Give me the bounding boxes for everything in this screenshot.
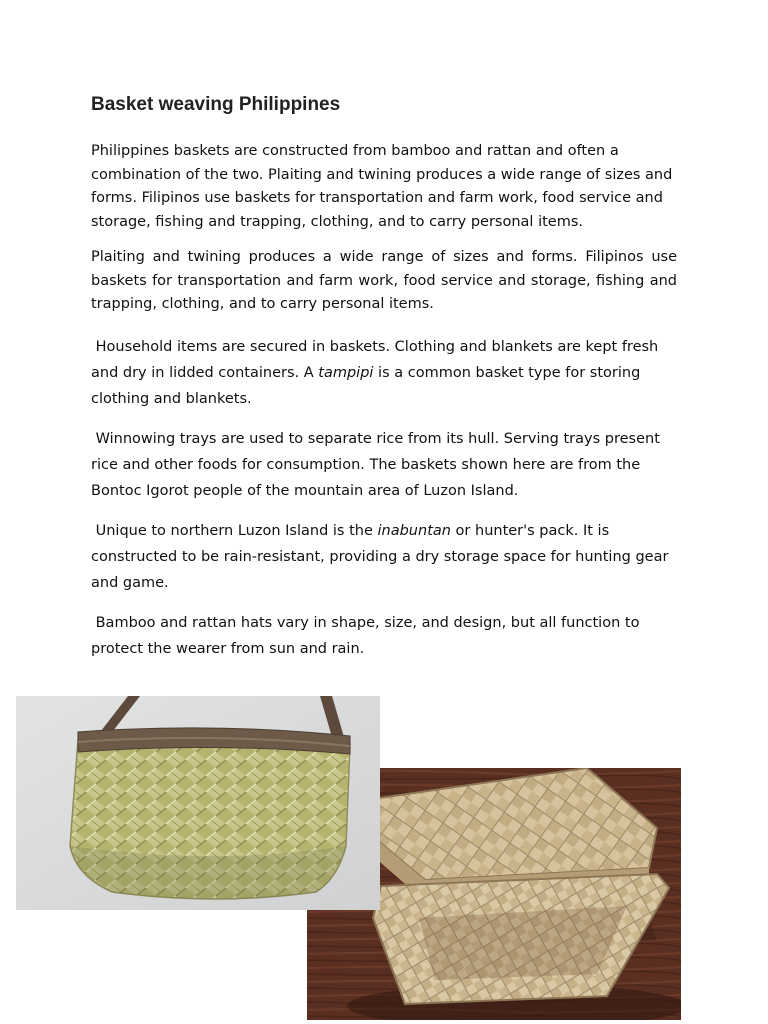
paragraph-hunters-pack: [91, 518, 677, 596]
paragraph-text: Unique to northern Luzon Island is the: [91, 523, 378, 539]
paragraph-intro: Philippines baskets are constructed from bamboo and rattan and often a combination of the two. Plaiting and twining produces a wide range of sizes and forms. Filipinos use baskets for transportation and farm work, food service and storage, fishing and trapping, clothing, and to carry personal items.: [91, 143, 673, 230]
paragraph-text: or hunter's pack. It is constructed to be rain-resistant, providing a dry storage space for hunting gear and game.: [91, 523, 669, 591]
page-title: Basket weaving Philippines: [91, 94, 341, 115]
woven-basket-photo: [16, 696, 380, 910]
paragraph-text: is a common basket type for storing clothing and blankets.: [91, 365, 641, 407]
term-inabuntan: inabuntan: [377, 523, 451, 539]
paragraph-hats: Bamboo and rattan hats vary in shape, size, and design, but all function to protect the wearer from sun and rain.: [91, 615, 645, 657]
paragraph-winnowing: Winnowing trays are used to separate rice from its hull. Serving trays present rice and other foods for consumption. The baskets shown here are from the Bontoc Igorot people of the mountain area of Luzon Island.: [91, 431, 665, 499]
paragraph-text: Household items are secured in baskets. Clothing and blankets are kept fresh and dry in lidded containers. A: [91, 339, 663, 381]
paragraph-plaiting: Plaiting and twining produces a wide range of sizes and forms. Filipinos use baskets for transportation and farm work, food service and storage, fishing and trapping, clothing, and to carry personal items.: [91, 249, 677, 312]
term-tampipi: tampipi: [318, 365, 374, 381]
paragraph-household: [91, 334, 677, 412]
